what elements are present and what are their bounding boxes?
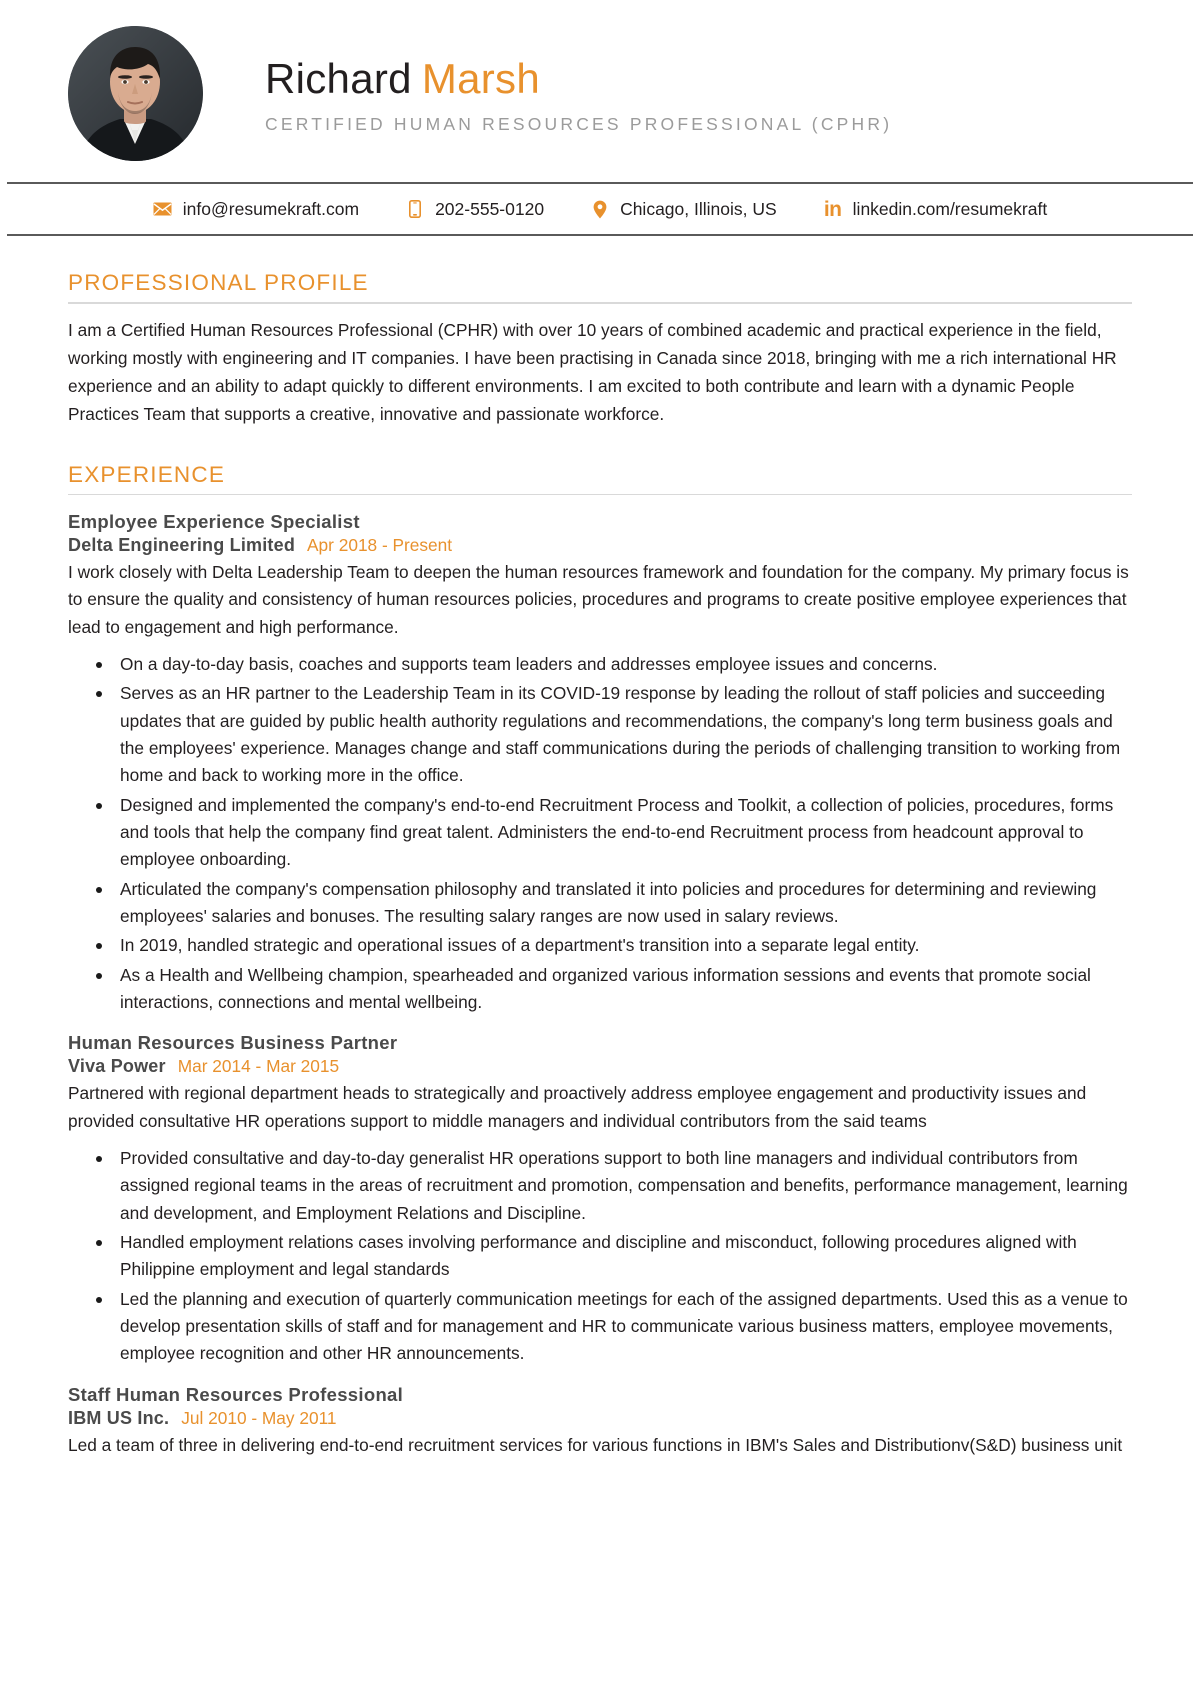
- job-meta: [68, 1056, 1132, 1077]
- job-title: Human Resources Business Partner: [68, 1032, 398, 1054]
- job-title: Staff Human Resources Professional: [68, 1383, 404, 1405]
- job-dates: Jul 2010 - May 2011: [181, 1407, 337, 1428]
- first-name: Richard: [265, 55, 412, 103]
- experience-entry: [68, 1032, 1132, 1367]
- contact-location[interactable]: [590, 199, 777, 220]
- page-title: [265, 57, 892, 101]
- job-bullet-list: [68, 651, 1132, 1016]
- contact-phone[interactable]: [405, 199, 544, 220]
- contact-linkedin[interactable]: [823, 199, 1048, 220]
- section-divider: [68, 302, 1132, 304]
- resume-header: [0, 0, 1200, 182]
- contact-rule-bottom: [7, 234, 1193, 236]
- job-meta: [68, 1408, 1132, 1429]
- envelope-icon: [153, 202, 173, 216]
- list-item: Provided consultative and day-to-day generalist HR operations support to both line managers and individual contributors from assigned regional teams in the areas of recruitment and promotion, compensation and benefits, performance management, learning and development, and Employment Relations and Discipline.: [110, 1145, 1132, 1227]
- section-experience: [68, 462, 1132, 1459]
- section-title-experience: EXPERIENCE: [68, 461, 226, 487]
- contact-location-text: Chicago, Illinois, US: [620, 198, 777, 219]
- contact-email[interactable]: [153, 199, 359, 220]
- contact-phone-text: 202-555-0120: [435, 198, 545, 219]
- last-name: Marsh: [421, 55, 541, 103]
- job-company: Delta Engineering Limited: [68, 535, 296, 556]
- experience-entry: [68, 1384, 1132, 1459]
- mobile-phone-icon: [405, 200, 425, 218]
- job-company: IBM US Inc.: [68, 1407, 170, 1428]
- contact-linkedin-text: linkedin.com/resumekraft: [852, 198, 1048, 219]
- job-dates: Mar 2014 - Mar 2015: [177, 1056, 340, 1077]
- contact-email-text: info@resumekraft.com: [182, 198, 360, 219]
- list-item: Articulated the company's compensation philosophy and translated it into policies and procedures for determining and reviewing employees' salaries and bonuses. The resulting salary ranges are now used in salary reviews.: [110, 876, 1132, 931]
- linkedin-icon: [823, 199, 843, 220]
- linkedin-glyph: in: [823, 197, 842, 221]
- experience-entry: [68, 511, 1132, 1016]
- section-professional-profile: [68, 270, 1132, 428]
- profile-body: I am a Certified Human Resources Professional (CPHR) with over 10 years of combined academic and practical experience in the field, working mostly with engineering and IT companies. I have been practising in Canada since 2018, bringing with me a rich international HR experience and an ability to adapt quickly to different environments. I am excited to both contribute and learn with a dynamic People Practices Team that supports a creative, innovative and passionate workforce.: [68, 319, 1117, 424]
- job-title: Employee Experience Specialist: [68, 511, 360, 533]
- job-bullet-list: [68, 1145, 1132, 1368]
- list-item: As a Health and Wellbeing champion, spearheaded and organized various information sessions and events that promote social interactions, connections and mental wellbeing.: [110, 962, 1132, 1017]
- job-meta: [68, 535, 1132, 556]
- contact-bar: [0, 184, 1200, 234]
- map-pin-icon: [590, 200, 610, 219]
- list-item: On a day-to-day basis, coaches and supports team leaders and addresses employee issues and concerns.: [110, 651, 1132, 678]
- section-divider: [68, 494, 1132, 496]
- job-description: Partnered with regional department heads to strategically and proactively address employee engagement and productivity issues and provided consultative HR operations support to middle managers and individual contributors from the said teams: [68, 1083, 1087, 1131]
- section-title-profile: PROFESSIONAL PROFILE: [68, 270, 369, 295]
- job-company: Viva Power: [68, 1056, 166, 1077]
- job-description: Led a team of three in delivering end-to-end recruitment services for various functions in IBM's Sales and Distributionv(S&D) business unit: [68, 1434, 1123, 1455]
- list-item: Designed and implemented the company's end-to-end Recruitment Process and Toolkit, a collection of policies, procedures, forms and tools that help the company find great talent. Administers the end-to-end Recruitment process from headcount approval to employee onboarding.: [110, 792, 1132, 874]
- name-block: [265, 51, 892, 134]
- list-item: Led the planning and execution of quarterly communication meetings for each of the assigned departments. Used this as a venue to develop presentation skills of staff and for management and HR to communicate various business matters, employee movements, employee recognition and other HR announcements.: [110, 1286, 1132, 1368]
- list-item: In 2019, handled strategic and operational issues of a department's transition into a separate legal entity.: [110, 932, 1132, 959]
- list-item: Serves as an HR partner to the Leadership Team in its COVID-19 response by leading the rollout of staff policies and succeeding updates that are guided by public health authority regulations and recommendations, the company's long term business goals and the employees' experience. Manages change and staff communications during the periods of challenging transition to working from home and back to working more in the office.: [110, 680, 1132, 789]
- list-item: Handled employment relations cases involving performance and discipline and misconduct, following procedures aligned with Philippine employment and legal standards: [110, 1229, 1132, 1284]
- job-description: I work closely with Delta Leadership Team to deepen the human resources framework and foundation for the company. My primary focus is to ensure the quality and consistency of human resources policies, procedures and programs to create positive employee experiences that lead to engagement and high performance.: [68, 562, 1129, 637]
- resume-content: [0, 270, 1200, 1459]
- professional-subtitle: CERTIFIED HUMAN RESOURCES PROFESSIONAL (CPHR): [265, 113, 893, 134]
- portrait-photo-icon: [68, 26, 203, 161]
- avatar: [68, 26, 203, 161]
- job-dates: Apr 2018 - Present: [307, 535, 453, 556]
